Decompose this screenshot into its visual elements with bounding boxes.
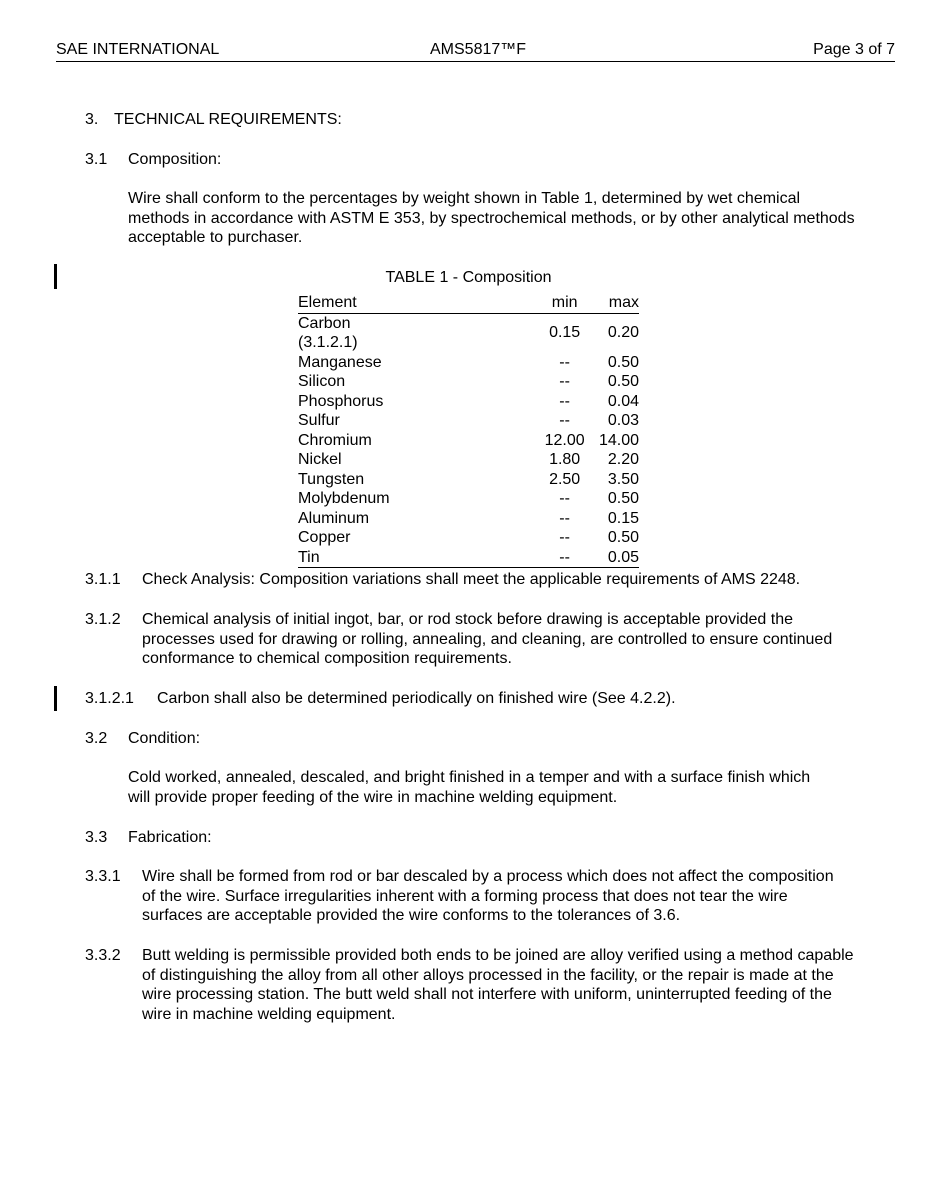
element-cell: Tungsten (298, 470, 365, 488)
section-3-1-title: Composition: (128, 151, 222, 168)
element-cell: Silicon (298, 373, 346, 390)
max-cell: 0.04 (607, 392, 639, 410)
table-row (298, 372, 639, 392)
section-3-3-1-number: 3.3.1 (85, 868, 121, 885)
section-3-1-2-text: Chemical analysis of initial ingot, bar, or rod stock before drawing is acceptable provided the processes used for drawing or rolling, annealing, and cleaning, are controlled to ensure continued conformance to chemical composition requirements. (142, 611, 833, 667)
section-3-1-1-number: 3.1.1 (85, 571, 121, 588)
max-cell: 0.50 (607, 373, 639, 390)
min-cell: 0.15 (549, 324, 581, 342)
section-3-1-body: Wire shall conform to the percentages by weight shown in Table 1, determined by wet chemical methods in accordance with ASTM E 353, by spectrochemical methods, or by other analytical methods acceptable to purchaser. (128, 190, 855, 246)
table-row (298, 431, 639, 451)
page-number: Page 3 of 7 (813, 41, 895, 58)
max-cell: 2.20 (607, 451, 639, 468)
section-3-1-2-1-number: 3.1.2.1 (85, 690, 134, 707)
section-3-3-title: Fabrication: (128, 829, 212, 846)
max-cell: 3.50 (607, 470, 639, 488)
min-cell: -- (559, 509, 570, 527)
section-3-title: TECHNICAL REQUIREMENTS: (114, 111, 342, 128)
table-row (298, 470, 639, 490)
column-header: max (590, 293, 639, 313)
section-3-1-1-text: Check Analysis: Composition variations shall meet the applicable requirements of AMS 2248. (142, 571, 801, 588)
composition-table (298, 293, 639, 568)
min-cell: 2.50 (549, 470, 581, 488)
max-cell: 0.05 (590, 548, 639, 568)
section-3-3-2-number: 3.3.2 (85, 947, 121, 964)
section-3-2-body: Cold worked, annealed, descaled, and bright finished in a temper and with a surface finish which will provide proper feeding of the wire in machine welding equipment. (128, 769, 811, 806)
max-cell: 0.03 (607, 412, 639, 429)
section-3-1-number: 3.1 (85, 151, 108, 168)
section-3-number: 3. (85, 111, 99, 128)
revision-bar (54, 686, 57, 711)
max-cell: 0.50 (607, 353, 639, 371)
table-row (298, 353, 639, 373)
min-cell: -- (559, 490, 570, 507)
element-cell: Copper (298, 529, 351, 546)
element-cell: Carbon (3.1.2.1) (298, 314, 358, 351)
min-cell: 1.80 (549, 451, 581, 468)
min-cell: -- (559, 392, 570, 410)
table-row (298, 450, 639, 470)
page-header (56, 40, 895, 62)
table-row (298, 548, 639, 568)
min-cell: -- (390, 548, 590, 568)
document-number: AMS5817™F (430, 41, 527, 58)
section-3-1-2-1-text: Carbon shall also be determined periodically on finished wire (See 4.2.2). (157, 690, 676, 707)
max-cell: 0.50 (607, 529, 639, 546)
max-cell: 0.50 (607, 490, 639, 507)
max-cell: 0.15 (607, 509, 639, 527)
section-3-2-number: 3.2 (85, 730, 108, 747)
table-row (298, 411, 639, 431)
section-3-3-2-text: Butt welding is permissible provided both ends to be joined are alloy verified using a method capable of distinguishing the alloy from all other alloys processed in the facility, or the repair is made at the wire processing station. The butt weld shall not interfere with uniform, uninterrupted feeding of the wire in machine welding equipment. (142, 947, 854, 1023)
table-row (298, 392, 639, 412)
max-cell: 14.00 (598, 431, 639, 449)
element-cell: Phosphorus (298, 392, 384, 410)
section-3-3-1-text: Wire shall be formed from rod or bar descaled by a process which does not affect the composition of the wire. Surface irregularities inherent with a forming process that does not tear the wire surfaces are acceptable provided the wire conforms to the tolerances of 3.6. (142, 868, 834, 924)
element-cell: Tin (298, 548, 390, 568)
max-cell: 0.20 (607, 324, 639, 342)
section-3-2-title: Condition: (128, 730, 201, 747)
min-cell: -- (559, 353, 570, 371)
table-caption: TABLE 1 - Composition (385, 269, 552, 286)
element-cell: Nickel (298, 451, 342, 468)
table-row (298, 313, 639, 353)
section-3-1-2-number: 3.1.2 (85, 611, 121, 628)
element-cell: Molybdenum (298, 490, 390, 507)
table-row (298, 528, 639, 548)
min-cell: -- (559, 529, 570, 546)
table-row (298, 509, 639, 529)
column-header: Element (298, 293, 390, 313)
element-cell: Chromium (298, 431, 372, 449)
min-cell: -- (559, 412, 570, 429)
revision-bar (54, 264, 57, 289)
min-cell: -- (559, 373, 570, 390)
element-cell: Aluminum (298, 509, 370, 527)
min-cell: 12.00 (544, 431, 585, 449)
org-name: SAE INTERNATIONAL (56, 41, 220, 58)
element-cell: Sulfur (298, 412, 340, 429)
table-header-row (298, 293, 639, 313)
column-header: min (390, 293, 590, 313)
table-row (298, 489, 639, 509)
element-cell: Manganese (298, 353, 382, 371)
section-3-3-number: 3.3 (85, 829, 108, 846)
